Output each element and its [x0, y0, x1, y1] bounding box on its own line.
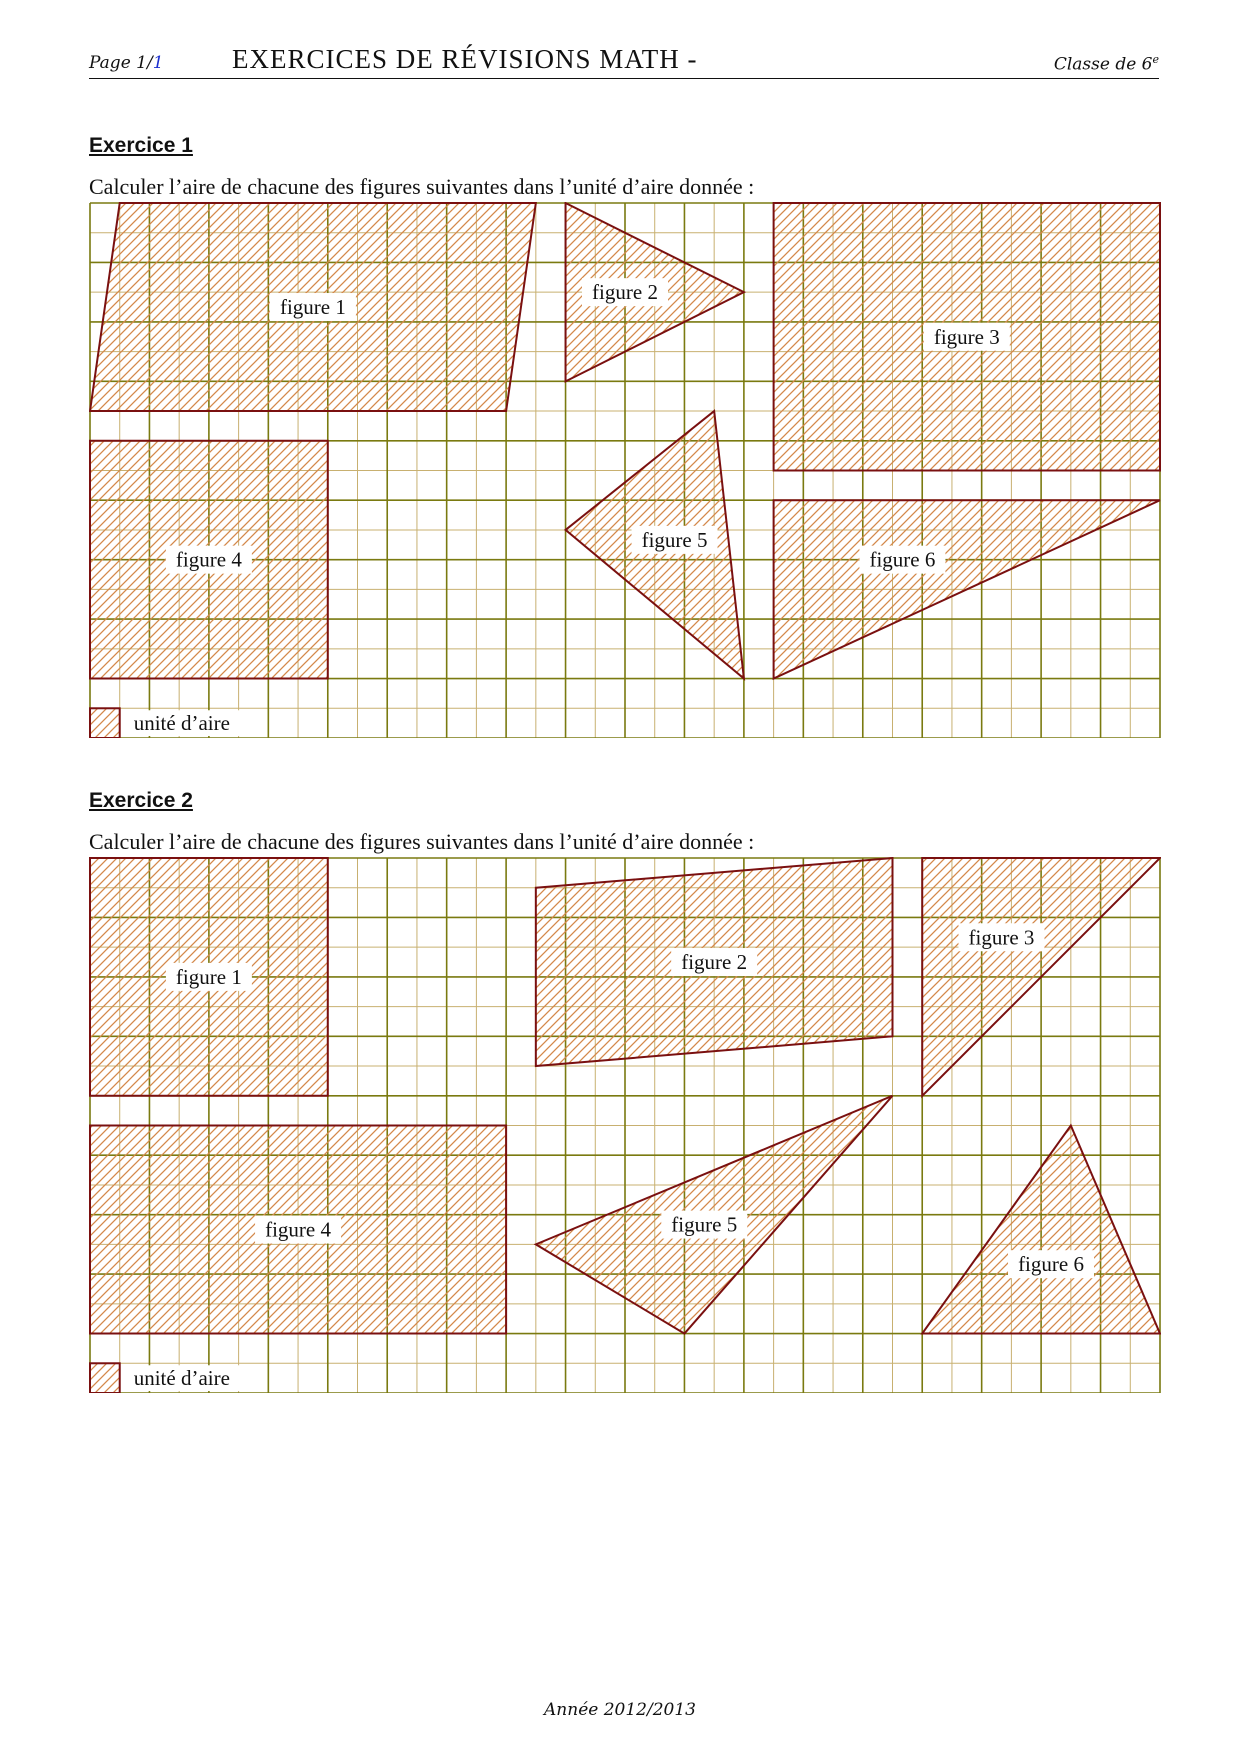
figure-6-label: figure 6 — [869, 547, 936, 572]
exercise-1-instruction: Calculer l’aire de chacune des figures suivantes dans l’unité d’aire donnée : — [89, 174, 755, 199]
figure-4 — [90, 1126, 506, 1334]
document-title — [232, 44, 698, 75]
page-number — [89, 53, 164, 73]
exercise-1-title: Exercice 1 — [89, 134, 193, 157]
figure-4-label: figure 4 — [175, 547, 242, 572]
class-label-text: Classe de 6 — [1053, 54, 1153, 75]
unit-area-square — [90, 708, 120, 738]
figure-4 — [90, 441, 328, 679]
figure-1-label: figure 1 — [279, 295, 346, 320]
page-total-link[interactable]: 1 — [152, 53, 164, 73]
unit-area-square — [90, 1363, 120, 1393]
document-title-text: EXERCICES DE RÉVISIONS MATH - — [232, 44, 698, 74]
figure-2-label: figure 2 — [681, 950, 748, 975]
unit-area-label: unité d’aire — [133, 711, 230, 735]
unit-area-legend — [90, 1363, 248, 1393]
figure-3-label: figure 3 — [933, 324, 1000, 349]
exercise-1-grid — [89, 202, 1161, 738]
figure-2 — [536, 858, 893, 1066]
figure-2-label: figure 2 — [592, 280, 658, 305]
figure-5-label: figure 5 — [641, 527, 708, 552]
figure-1 — [90, 203, 536, 411]
exercise-2-grid — [89, 857, 1161, 1393]
page-footer: Année 2012/2013 — [544, 1700, 696, 1720]
figure-1 — [90, 858, 328, 1096]
figure-4-label: figure 4 — [265, 1217, 332, 1242]
class-label — [1054, 53, 1159, 75]
figure-1-label: figure 1 — [175, 964, 242, 989]
page-prefix: Page 1/ — [89, 53, 153, 73]
unit-area-legend — [90, 708, 248, 738]
figure-5-label: figure 5 — [671, 1212, 738, 1237]
class-label-sup: e — [1152, 53, 1159, 66]
exercise-2-instruction: Calculer l’aire de chacune des figures suivantes dans l’unité d’aire donnée : — [89, 829, 755, 854]
figure-3 — [774, 203, 1160, 471]
page-header — [89, 40, 1159, 79]
exercise-2-title: Exercice 2 — [89, 789, 193, 812]
unit-area-label: unité d’aire — [133, 1366, 230, 1390]
figure-3-label: figure 3 — [968, 925, 1035, 950]
figure-6-label: figure 6 — [1018, 1252, 1084, 1277]
